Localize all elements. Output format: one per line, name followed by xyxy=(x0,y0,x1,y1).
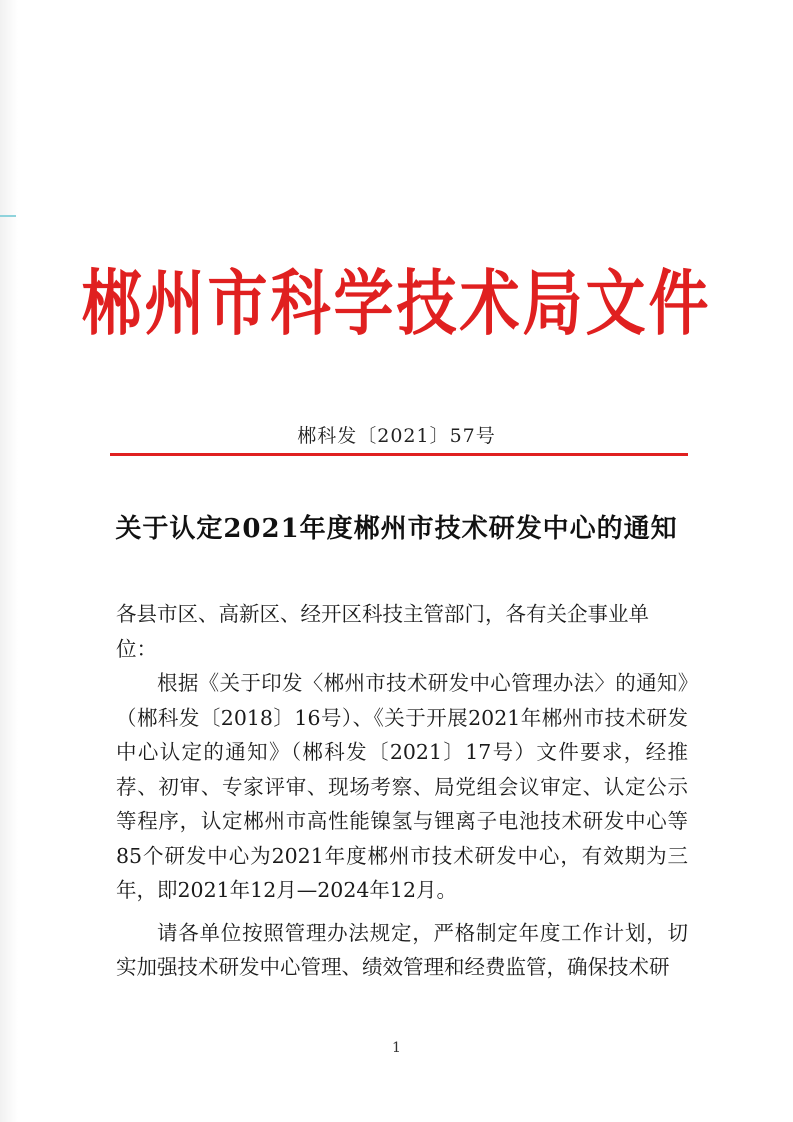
document-body xyxy=(116,597,688,985)
scan-edge-shadow xyxy=(0,0,18,1122)
scan-margin-mark xyxy=(0,215,16,217)
document-masthead: 郴州市科学技术局文件 xyxy=(81,263,712,346)
salutation: 各县市区、高新区、经开区科技主管部门，各有关企事业单位： xyxy=(116,602,649,661)
body-paragraph-1: 根据《关于印发〈郴州市技术研发中心管理办法〉的通知》（郴科发〔2018〕16号）、《关于开展2021年郴州市技术研发中心认定的通知》（郴科发〔2021〕17号）文件要求，经推荐、初审、专家评审、现场考察、局党组会议审定、认定公示等程序，认定郴州市高性能镍氢与锂离子电池技术研发中心等85个研发中心为2021年度郴州市技术研发中心，有效期为三年，即2021年12月—2024年12月。 xyxy=(116,671,688,902)
document-number: 郴科发〔2021〕57号 xyxy=(297,425,496,447)
body-paragraph-2: 请各单位按照管理办法规定，严格制定年度工作计划，切实加强技术研发中心管理、绩效管理和经费监管，确保技术研 xyxy=(116,920,688,979)
page-number: 1 xyxy=(392,1040,401,1056)
document-title: 关于认定2021年度郴州市技术研发中心的通知 xyxy=(115,514,678,544)
red-separator-line xyxy=(110,453,688,456)
